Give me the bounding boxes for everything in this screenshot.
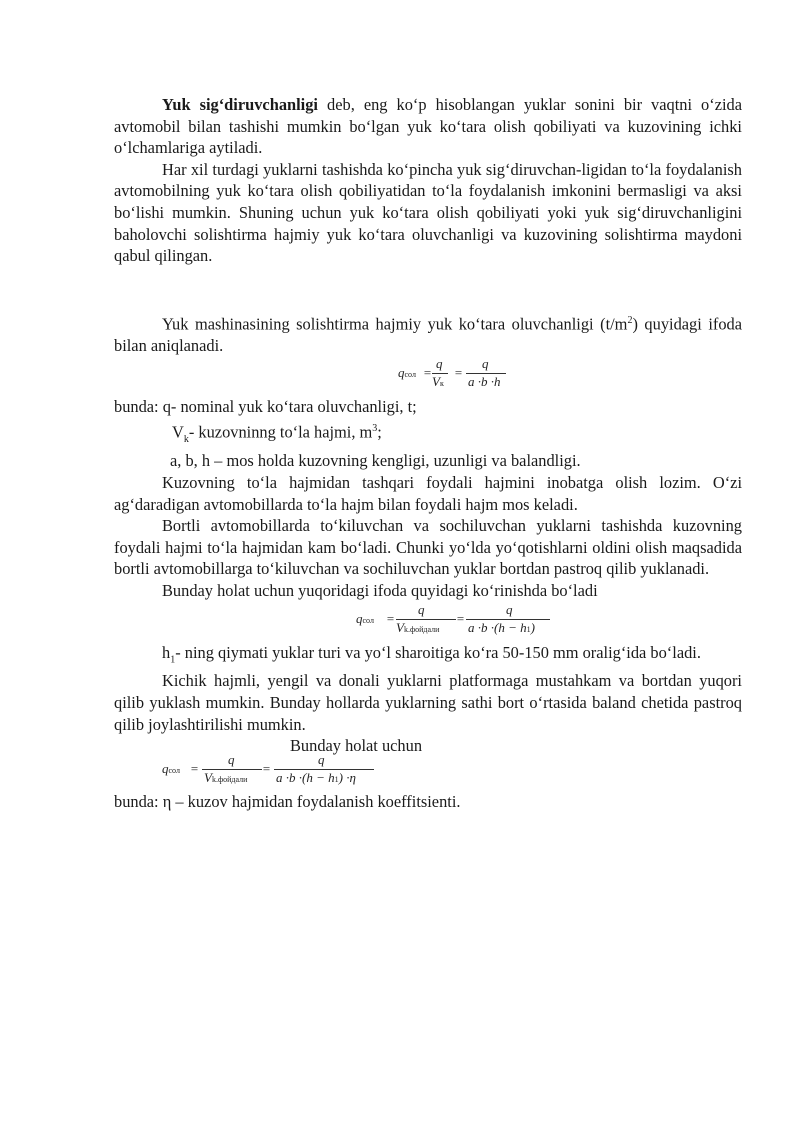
formula-symbol: a ·b ·(h − h: [276, 769, 335, 785]
document-page: [114, 94, 742, 812]
formula-subscript: сол: [168, 765, 180, 775]
formula-equals: =: [190, 760, 199, 776]
paragraph-text: ;: [377, 422, 382, 442]
definition-q: bunda: q- nominal yuk ko‘tara oluvchanligi, t;: [114, 397, 417, 417]
formula-subscript: k.фойдали: [403, 624, 440, 634]
paragraph-text: Yuk mashinasining solishtirma hajmiy yuk ko‘tara oluvchanligi (t/m: [162, 314, 628, 334]
formula-numerator: q: [436, 356, 443, 372]
formula-equals: =: [386, 610, 395, 626]
formula-subscript: к: [439, 379, 444, 389]
formula-numerator: q: [228, 751, 235, 767]
term-bold: Yuk sig‘diruvchanligi: [162, 95, 318, 114]
subscript: k: [183, 433, 189, 445]
paragraph-text: ) quyidagi ifoda bilan aniqlanadi.: [114, 314, 742, 355]
paragraph-capacity-usage: Har xil turdagi yuklarni tashishda ko‘pincha yuk sig‘diruvchan-ligidan to‘la foydalanish avtomobilning yuk ko‘tara olish qobiliyatidan to‘la foydalanish imkonini bermasligi va aksi bo‘lishi mumkin. Shuning uchun yuk ko‘tara olish qobiliyati yoki yuk sig‘diruvchanligini baholovchi solishtirma hajmiy yuk ko‘tara oluvchanligi va kuzovining solishtirma maydoni qabul qilingan.: [114, 159, 742, 266]
formula-symbol: V: [204, 769, 212, 785]
formula-equals: =: [262, 760, 271, 776]
paragraph-h1-range: [114, 642, 742, 671]
formula-subscript: k.фойдали: [211, 774, 248, 784]
paragraph-board-vehicles: Bortli avtomobillarda to‘kiluvchan va sochiluvchan yuklarni tashishda kuzovning foydali hajmi to‘la hajmidan kam bo‘ladi. Chunki yo‘lda yo‘qotishlarni oldini olish maqsadida bortli avtomobillarga to‘kiluvchan va sochiluvchan yuklar bortdan pastroq qilib yuklanadi.: [114, 516, 742, 579]
paragraph-specific-capacity: [114, 310, 742, 357]
formula-lhs: [162, 761, 180, 777]
superscript: 2: [627, 314, 633, 326]
paragraph-text: - kuzovninng to‘la hajmi, m: [188, 422, 373, 442]
paragraph-definition: [114, 94, 742, 159]
paragraph-case-intro-2: Bunday holat uchun: [290, 736, 423, 756]
formula-useful-volume: [114, 602, 742, 642]
superscript: 3: [372, 423, 378, 434]
formula-denominator: a ·b ·h: [468, 374, 501, 390]
formula-subscript: сол: [362, 615, 374, 625]
formula-symbol: ): [530, 619, 535, 635]
formula-lhs: [356, 611, 374, 627]
formula-symbol: V: [396, 619, 404, 635]
formula-subscript: 1: [334, 774, 339, 784]
formula-subscript: 1: [526, 624, 531, 634]
formula-denominator: [468, 620, 535, 636]
definition-eta: bunda: η – kuzov hajmidan foydalanish koeffitsienti.: [114, 791, 461, 811]
definition-abh: a, b, h – mos holda kuzovning kengligi, uzunligi va balandligi.: [170, 451, 581, 471]
spacer: [114, 267, 742, 310]
formula-denominator: [396, 620, 439, 636]
formula-symbol: ) ·η: [338, 769, 356, 785]
paragraph-text: deb, eng ko‘p hisoblangan yuklar sonini bir vaqtni o‘zida avtomobil bilan tashishi mumkin bo‘lgan yuk ko‘tara olish qobiliyati va kuzovining ichki o‘lchamlariga aytiladi.: [114, 95, 743, 158]
definition-vk: [114, 418, 742, 450]
formula-usage-coefficient: [114, 751, 742, 791]
formula-symbol: q: [398, 365, 405, 381]
symbol: h: [162, 642, 171, 662]
formula-symbol: a ·b ·(h − h: [468, 619, 527, 635]
formula-equals: =: [423, 365, 432, 381]
symbol: V: [172, 422, 184, 442]
formula-denominator: [432, 374, 444, 390]
paragraph-light-loads: Kichik hajmli, yengil va donali yuklarni platformaga mustahkam va bortdan yuqori qilib yuklash mumkin. Bunday hollarda yuklarning sathi bort o‘rtasida baland chetida pastroq qilib joylashtirilishi mumkin.: [114, 671, 742, 734]
formula-specific-capacity: [114, 356, 742, 396]
formula-equals: =: [454, 365, 463, 381]
formula-equals: =: [456, 610, 465, 626]
formula-symbol: q: [356, 610, 363, 626]
formula-subscript: сол: [404, 370, 416, 380]
formula-lhs: [398, 365, 416, 381]
subscript: 1: [170, 653, 176, 665]
paragraph-case-intro: Bunday holat uchun yuqoridagi ifoda quyidagi ko‘rinishda bo‘ladi: [162, 580, 598, 600]
formula-numerator: q: [418, 601, 425, 617]
formula-symbol: q: [162, 760, 169, 776]
formula-symbol: V: [432, 374, 440, 390]
formula-numerator: q: [506, 601, 513, 617]
formula-numerator: q: [482, 356, 489, 372]
paragraph-useful-volume: Kuzovning to‘la hajmidan tashqari foydali hajmini inobatga olish lozim. O‘zi ag‘daradigan avtomobillarda to‘la hajm bilan foydali hajm mos keladi.: [114, 472, 742, 514]
formula-denominator: [204, 770, 247, 786]
formula-numerator: q: [318, 751, 325, 767]
formula-denominator: [276, 770, 356, 786]
paragraph-text: - ning qiymati yuklar turi va yo‘l sharoitiga ko‘ra 50-150 mm oralig‘ida bo‘ladi.: [175, 642, 701, 662]
